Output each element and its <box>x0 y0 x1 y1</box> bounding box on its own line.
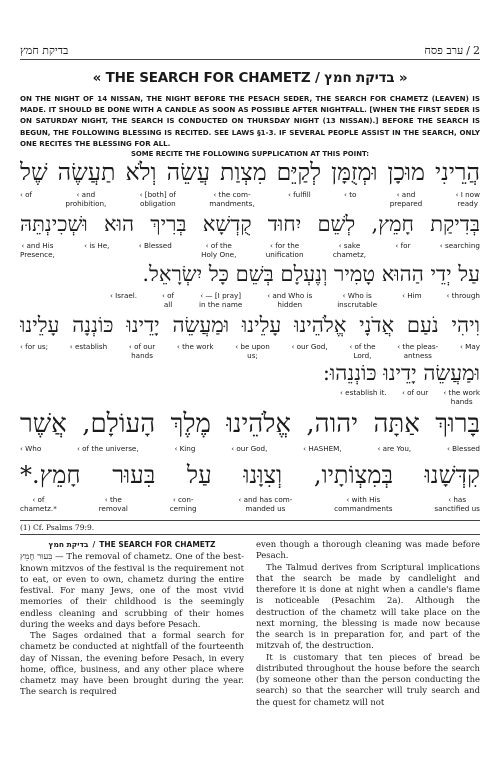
gloss-word: ‹ King <box>174 444 196 453</box>
gloss-line-6 <box>20 445 480 454</box>
gloss-word: ‹ of our hands <box>128 342 156 360</box>
gloss-line-5 <box>340 389 480 407</box>
gloss-word: ‹ the work <box>176 342 214 351</box>
gloss-line-7 <box>20 496 480 514</box>
running-header <box>20 44 480 60</box>
gloss-line-3 <box>110 292 480 310</box>
gloss-word: ‹ of the Lord, <box>349 342 376 360</box>
commentary-paragraph: The Sages ordained that a formal search for chametz be conducted at nightfall of the fourteenth day of Nissan, the evening before Pesach, in every home, office, business, and any other place where chametz may have been brought during the year. The search is required <box>20 630 244 697</box>
gloss-word: ‹ searching <box>439 241 480 250</box>
header-right <box>424 44 480 57</box>
gloss-word: ‹ Who is inscrutable <box>337 291 378 309</box>
section-title: « THE SEARCH FOR CHAMETZ / בדיקת חמץ » <box>92 70 408 86</box>
gloss-line-2 <box>20 242 480 260</box>
gloss-word: ‹ for the unification <box>265 241 304 259</box>
prayer-line-5: וּמַעֲשֵׂה יָדֵינוּ כּוֹנְנֵהוּ: <box>322 361 480 385</box>
commentary-divider <box>20 534 480 535</box>
gloss-word: ‹ to <box>344 190 357 199</box>
gloss-word: ‹ and His Presence, <box>20 241 55 259</box>
prayer-line-2: בְּדִיקַת חָמֵץ, לְשֵׁם יִחוּד קֻדְשָׁא בְּרִיךְ הוּא וּשְׁכִינְתֵּהּ <box>20 212 480 236</box>
blessing-line-2: קִדְּשָׁנוּ בְּמִצְוֹתָיו, וְצִוָּנוּ עַל בִּעוּר חָמֵץ.* <box>20 461 480 489</box>
gloss-word: ‹ May <box>459 342 480 351</box>
gloss-word: ‹ fulfill <box>287 190 311 199</box>
gloss-word: ‹ the pleas- antness <box>397 342 439 360</box>
gloss-word: ‹ and prohibition, <box>65 190 107 208</box>
gloss-word: ‹ through <box>446 291 480 300</box>
gloss-word: ‹ Israel. <box>110 291 138 300</box>
gloss-word: ‹ of our <box>401 388 429 397</box>
gloss-word: ‹ Him <box>402 291 422 300</box>
gloss-word: ‹ has sanctified us <box>434 495 480 513</box>
gloss-word: ‹ the removal <box>98 495 128 513</box>
gloss-word: ‹ HASHEM, <box>303 444 342 453</box>
gloss-word: ‹ establish it. <box>340 388 387 397</box>
gloss-word: ‹ Who <box>20 444 42 453</box>
gloss-word: ‹ our God, <box>231 444 268 453</box>
gloss-word: ‹ for <box>395 241 411 250</box>
prayer-line-4: וִיהִי נֹעַם אֲדֹנָי אֱלֹהֵינוּ עָלֵינוּ וּמַעֲשֵׂה יָדֵינוּ כּוֹנְנָה עָלֵינוּ <box>20 313 480 337</box>
gloss-word: ‹ the work hands <box>443 388 480 406</box>
gloss-word: ‹ of the Holy One, <box>201 241 237 259</box>
prayer-line-1: הֲרֵינִי מוּכָן וּמְזֻמָּן לְקַיֵּם מִצְוַת עֲשֵׂה וְלֹא תַעֲשֶׂה שֶׁל <box>20 158 480 186</box>
header-right-title: ערב פסח <box>424 44 464 57</box>
commentary-title-sep: / <box>92 540 96 549</box>
gloss-word: ‹ Blessed <box>138 241 172 250</box>
commentary-title-english: THE SEARCH FOR CHAMETZ <box>99 540 216 549</box>
gloss-word: ‹ sake chametz, <box>332 241 367 259</box>
commentary-left-column <box>20 539 244 698</box>
header-left-title: בדיקת חמץ <box>20 44 69 57</box>
gloss-word: ‹ of chametz.* <box>20 495 57 513</box>
gloss-word: ‹ and prepared <box>389 190 423 208</box>
intro-instructions: ON THE NIGHT OF 14 NISSAN, THE NIGHT BEFORE THE PESACH SEDER, THE SEARCH FOR CHAMETZ (LEAVEN) IS MADE. IT SHOULD BE DONE WITH A CANDLE AS SOON AS POSSIBLE AFTER NIGHTFALL. [WHEN THE FIRST SEDER IS ON SATURDAY NIGHT, THE SEARCH IS CONDUCTED ON THURSDAY NIGHT (13 NISSAN).] BEFORE THE SEARCH IS BEGUN, THE FOLLOWING BLESSING IS RECITED. SEE LAWS §1-3. IF SEVERAL PEOPLE ASSIST IN THE SEARCH, ONLY ONE RECITES THE BLESSING FOR ALL. <box>20 94 480 148</box>
gloss-word: ‹ the com- mandments, <box>209 190 255 208</box>
gloss-word: ‹ Blessed <box>446 444 480 453</box>
header-separator: / <box>466 44 470 57</box>
gloss-word: ‹ is He, <box>84 241 110 250</box>
gloss-word: ‹ of <box>20 190 33 199</box>
gloss-word: ‹ are You, <box>377 444 412 453</box>
gloss-word: ‹ and has com- manded us <box>238 495 293 513</box>
gloss-word: ‹ and Who is hidden <box>267 291 313 309</box>
commentary-paragraph: even though a thorough cleaning was made before Pesach. <box>256 539 480 561</box>
gloss-line-1 <box>20 191 480 209</box>
footnote: (1) Cf. Psalms 79:9. <box>20 520 480 532</box>
gloss-word: ‹ for us; <box>20 342 49 351</box>
blessing-line-1: בָּרוּךְ אַתָּה יהוה, אֱלֹהֵינוּ מֶלֶךְ הָעוֹלָם, אֲשֶׁר <box>20 409 480 439</box>
commentary-title <box>20 539 244 550</box>
gloss-word: ‹ be upon us; <box>235 342 270 360</box>
page-number: 2 <box>473 44 480 57</box>
gloss-word: ‹ of all <box>162 291 175 309</box>
gloss-word: ‹ establish <box>69 342 108 351</box>
gloss-word: ‹ I now ready <box>455 190 480 208</box>
gloss-word: ‹ our God, <box>291 342 328 351</box>
commentary-paragraph: The Talmud derives from Scriptural implications that the search be made by candlelight and therefore it is done at night when a candle's flame is noticeable (Pesachim 2a). Although the destruction of the chametz will take place on the next morning, the blessing is made now because the search is in preparation for, and part of the mitzvah of, the destruction. <box>256 561 480 651</box>
commentary-paragraph: It is customary that ten pieces of bread be distributed throughout the house before the search (by someone other than the person conducting the search) so that the searcher will truly search and the quest for chametz will not <box>256 651 480 707</box>
supplication-note: SOME RECITE THE FOLLOWING SUPPLICATION AT THIS POINT: <box>130 150 370 158</box>
gloss-word: ‹ [both] of obligation <box>139 190 176 208</box>
gloss-word: ‹ — [I pray] in the name <box>199 291 243 309</box>
commentary-paragraph: בִּעוּר חָמֵץ — The removal of chametz. One of the best-known mitzvos of the festival is the requirement not to eat, or even to own, chametz during the entire festival. For many Jews, one of the most vivid memories of their childhood is the seemingly endless cleaning and scrubbing of their homes during the weeks and days before Pesach. <box>20 551 244 629</box>
prayer-line-3: עַל יְדֵי הַהוּא טָמִיר וְנֶעְלָם בְּשֵׁם כָּל יִשְׂרָאֵל. <box>142 262 480 286</box>
gloss-word: ‹ with His commandments <box>334 495 393 513</box>
commentary-right-column <box>256 539 480 708</box>
gloss-word: ‹ of the universe, <box>77 444 139 453</box>
commentary-title-hebrew: בדיקת חמץ <box>48 540 89 549</box>
gloss-line-4 <box>20 343 480 361</box>
gloss-word: ‹ con- cerning <box>169 495 197 513</box>
